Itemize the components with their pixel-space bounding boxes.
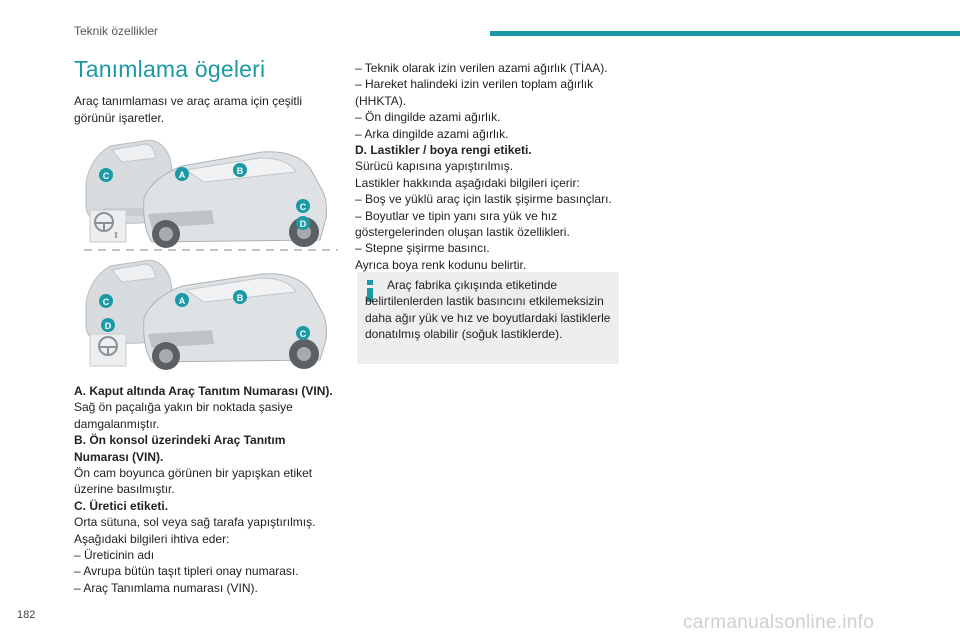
header-section-title: Teknik özellikler <box>74 24 159 38</box>
body-text-line: – Stepne şişirme basıncı. <box>355 241 490 256</box>
body-text-line: Sağ ön paçalığa yakın bir noktada şasiye <box>74 400 293 415</box>
body-text-line: – Arka dingilde azami ağırlık. <box>355 126 509 141</box>
svg-text:D: D <box>299 219 307 229</box>
section-heading-line: B. Ön konsol üzerindeki Araç Tanıtım <box>74 433 286 448</box>
car-illustration <box>82 128 340 382</box>
label-badge <box>233 290 247 304</box>
body-text-line: üzerine basılmıştır. <box>74 482 175 497</box>
body-text-line: – Boyutlar ve tipin yanı sıra yük ve hız <box>355 208 558 223</box>
watermark-text: carmanualsonline.info <box>683 612 875 633</box>
label-badge <box>296 199 310 213</box>
svg-text:B: B <box>236 166 244 176</box>
label-badge <box>99 294 113 308</box>
body-text-line: damgalanmıştır. <box>74 416 160 431</box>
left-column-body <box>74 383 349 596</box>
label-badge <box>99 168 113 182</box>
body-text-line: – Avrupa bütün taşıt tipleri onay numarası. <box>74 564 299 579</box>
section-heading-line: A. Kaput altında Araç Tanıtım Numarası (VIN). <box>74 384 333 398</box>
svg-text:C: C <box>299 202 307 212</box>
body-text-line: – Teknik olarak izin verilen azami ağırlık (TİAA). <box>355 61 608 75</box>
body-text-line: Aşağıdaki bilgileri ihtiva eder: <box>74 531 230 546</box>
svg-text:D: D <box>104 321 112 331</box>
body-text-line: Lastikler hakkında aşağıdaki bilgileri içerir: <box>355 175 580 190</box>
section-heading-line: D. Lastikler / boya rengi etiketi. <box>355 143 532 158</box>
steering-wheel-inset-top <box>90 210 126 242</box>
svg-text:A: A <box>178 170 186 180</box>
steering-wheel-inset-bottom <box>90 334 126 366</box>
svg-text:C: C <box>102 171 110 181</box>
body-text-line: – Ön dingilde azami ağırlık. <box>355 110 501 125</box>
left-column <box>74 56 344 126</box>
section-heading-line: Numarası (VIN). <box>74 449 164 464</box>
intro-text: Araç tanımlaması ve araç arama için çeşitli görünür işaretler. <box>74 94 303 125</box>
body-text-line: – Boş ve yüklü araç için lastik şişirme basınçları. <box>355 192 612 207</box>
body-text-line: Ayrıca boya renk kodunu belirtir. <box>355 257 527 272</box>
body-text-line: – Üreticinin adı <box>74 548 155 563</box>
page-title: Tanımlama ögeleri <box>74 56 266 82</box>
right-column-body <box>355 60 625 273</box>
label-badge <box>296 326 310 340</box>
body-text-line: Sürücü kapısına yapıştırılmış. <box>355 159 514 174</box>
page-number: 182 <box>17 609 36 621</box>
note-text: Araç fabrika çıkışında etiketinde belirtilenlerden lastik basıncını etkilemeksizin daha ağır yük ve hız ve boyutlardaki lastiklerle donatılmış olabilir (soğuk lastiklerde). <box>365 278 611 342</box>
svg-text:A: A <box>178 296 186 306</box>
label-badge <box>296 216 310 230</box>
body-text-line: – Araç Tanımlama numarası (VIN). <box>74 580 258 595</box>
body-text-line: – Hareket halindeki izin verilen toplam ağırlık <box>355 77 594 92</box>
header-accent-bar <box>490 31 960 36</box>
svg-text:B: B <box>236 293 244 303</box>
label-badge <box>101 318 115 332</box>
label-badge <box>175 167 189 181</box>
svg-text:C: C <box>102 297 110 307</box>
body-text-line: göstergelerinden oluşan lastik özellikleri. <box>355 225 570 240</box>
label-badge <box>175 293 189 307</box>
vehicle-identification-figure <box>82 128 340 382</box>
body-text-line: Orta sütuna, sol veya sağ tarafa yapıştırılmış. <box>74 515 316 530</box>
body-text-line: (HHKTA). <box>355 93 407 108</box>
section-heading-line: C. Üretici etiketi. <box>74 498 169 513</box>
info-note-box <box>357 272 619 364</box>
svg-text:C: C <box>299 329 307 339</box>
label-badge <box>233 163 247 177</box>
body-text-line: Ön cam boyunca görünen bir yapışkan etiket <box>74 466 313 481</box>
